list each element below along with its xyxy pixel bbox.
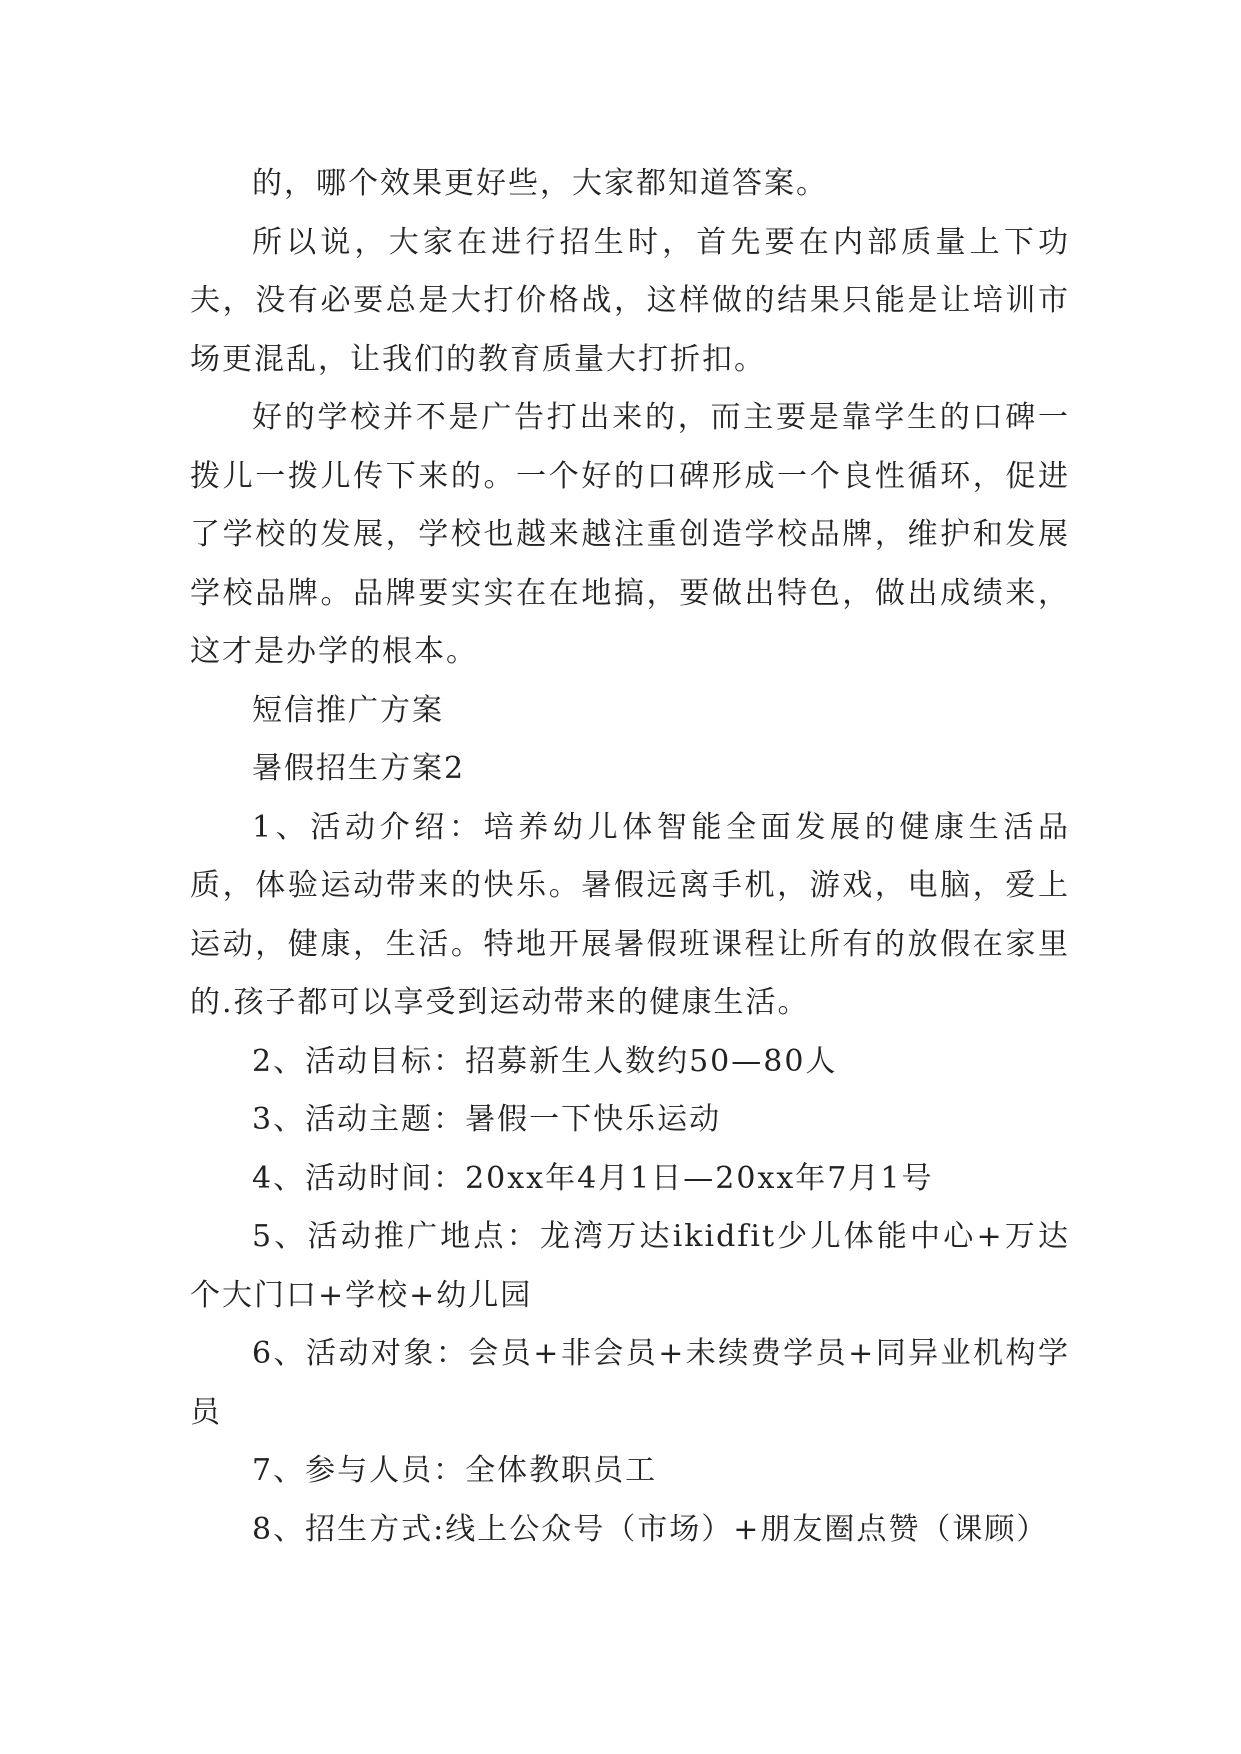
document-body [190, 155, 1070, 1559]
list-item-activity-intro: 1、活动介绍：培养幼儿体智能全面发展的健康生活品质，体验运动带来的快乐。暑假远离手机，游戏，电脑，爱上运动，健康，生活。特地开展暑假班课程让所有的放假在家里的.孩子都可以享受到运动带来的健康生活。 [190, 809, 1070, 1020]
list-item-activity-time: 4、活动时间：20xx年4月1日—20xx年7月1号 [252, 1160, 934, 1196]
paragraph-continuation: 的，哪个效果更好些，大家都知道答案。 [252, 166, 828, 201]
list-item-activity-goal: 2、活动目标：招募新生人数约50—80人 [252, 1043, 838, 1079]
list-item-enrollment-method: 8、招生方式:线上公众号（市场）+朋友圈点赞（课顾） [252, 1511, 1049, 1547]
section-heading-summer-plan: 暑假招生方案2 [252, 751, 466, 786]
list-item-activity-location: 5、活动推广地点：龙湾万达ikidfit少儿体能中心+万达个大门口+学校+幼儿园 [190, 1219, 1070, 1313]
paragraph-reputation: 好的学校并不是广告打出来的，而主要是靠学生的口碑一拨儿一拨儿传下来的。一个好的口碑形成一个良性循环，促进了学校的发展，学校也越来越注重创造学校品牌，维护和发展学校品牌。品牌要实实在在地搞，要做出特色，做出成绩来，这才是办学的根本。 [190, 400, 1070, 669]
paragraph-quality-first: 所以说，大家在进行招生时，首先要在内部质量上下功夫，没有必要总是大打价格战，这样做的结果只能是让培训市场更混乱，让我们的教育质量大打折扣。 [190, 224, 1070, 377]
section-heading-sms: 短信推广方案 [252, 692, 444, 728]
list-item-activity-theme: 3、活动主题：暑假一下快乐运动 [252, 1102, 722, 1137]
list-item-activity-target: 6、活动对象：会员+非会员+未续费学员+同异业机构学员 [190, 1336, 1070, 1430]
list-item-participants: 7、参与人员：全体教职员工 [252, 1453, 658, 1488]
